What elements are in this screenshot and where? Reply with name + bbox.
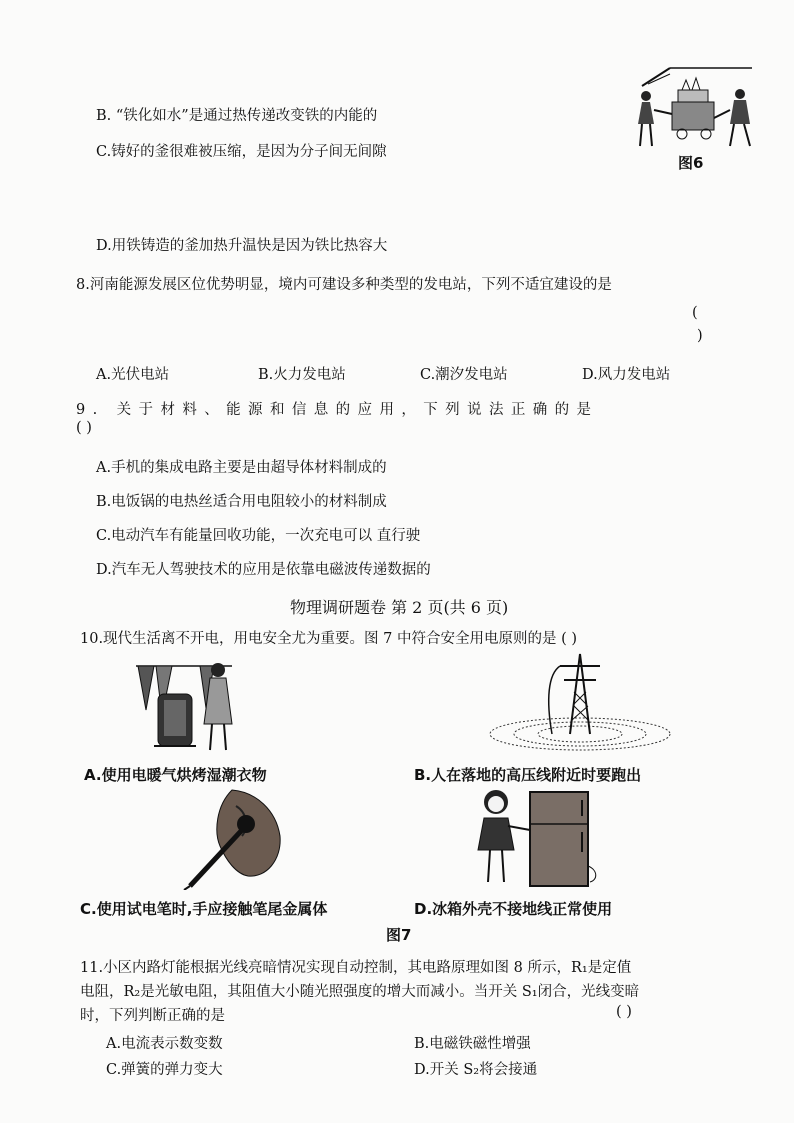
q11-option-b: B.电磁铁磁性增强 [414, 1036, 531, 1052]
q8-option-b: B.火力发电站 [258, 367, 346, 383]
q9-stem: 9. 关于材料、能源和信息的应用，下列说法正确的是 [76, 402, 599, 418]
figure-7d-refrigerator-illustration [472, 786, 604, 890]
q9-option-a: A.手机的集成电路主要是由超导体材料制成的 [96, 460, 387, 476]
q11-stem-line1: 11.小区内路灯能根据光线亮暗情况实现自动控制，其电路原理如图 8 所示，R₁是定值 [80, 960, 632, 976]
q8-option-d: D.风力发电站 [582, 367, 671, 383]
figure-7a-heater-illustration [132, 650, 240, 756]
q7-option-b: B. “铁化如水”是通过热传递改变铁的内能的 [96, 108, 378, 124]
figure-7a-caption: A.使用电暖气烘烤湿潮衣物 [84, 766, 267, 784]
q8-option-c: C.潮汐发电站 [420, 367, 508, 383]
figure-7c-test-pen-illustration [176, 786, 284, 890]
q8-option-a: A.光伏电站 [96, 367, 170, 383]
q11-option-a: A.电流表示数变数 [106, 1036, 223, 1052]
q8-bracket-close: ) [697, 328, 703, 344]
page-footer: 物理调研题卷 第 2 页(共 6 页) [290, 598, 509, 617]
figure-7b-caption: B.人在落地的高压线附近时要跑出 [414, 766, 642, 784]
q8-stem: 8.河南能源发展区位优势明显，境内可建设多种类型的发电站，下列不适宜建设的是 [76, 277, 612, 293]
q7-option-c: C.铸好的釜很难被压缩，是因为分子间无间隙 [96, 144, 387, 160]
q11-stem-line2: 电阻，R₂是光敏电阻，其阻值大小随光照强度的增大而减小。当开关 S₁闭合，光线变暗 [80, 984, 640, 1000]
q10-stem: 10.现代生活离不开电，用电安全尤为重要。图 7 中符合安全用电原则的是 ( ) [80, 631, 578, 647]
q9-option-b: B.电饭锅的电热丝适合用电阻较小的材料制成 [96, 494, 387, 510]
q11-stem-line3: 时，下列判断正确的是 [80, 1008, 225, 1024]
q9-bracket: ( ) [76, 420, 92, 436]
figure-6-caption: 图6 [678, 154, 704, 172]
q11-option-c: C.弹簧的弹力变大 [106, 1062, 223, 1078]
q11-option-d: D.开关 S₂将会接通 [414, 1062, 538, 1078]
figure-7b-power-tower-illustration [486, 650, 674, 756]
figure-7c-caption: C.使用试电笔时,手应接触笔尾金属体 [80, 900, 328, 918]
q9-option-d: D.汽车无人驾驶技术的应用是依靠电磁波传递数据的 [96, 562, 431, 578]
q9-option-c: C.电动汽车有能量回收功能，一次充电可以 直行驶 [96, 528, 421, 544]
figure-7-caption: 图7 [386, 926, 412, 944]
figure-7d-caption: D.冰箱外壳不接地线正常使用 [414, 900, 613, 918]
figure-6-illustration [632, 66, 756, 152]
q8-bracket-open: ( [692, 305, 698, 321]
q11-bracket: ( ) [616, 1004, 632, 1020]
q7-option-d: D.用铁铸造的釜加热升温快是因为铁比热容大 [96, 238, 388, 254]
